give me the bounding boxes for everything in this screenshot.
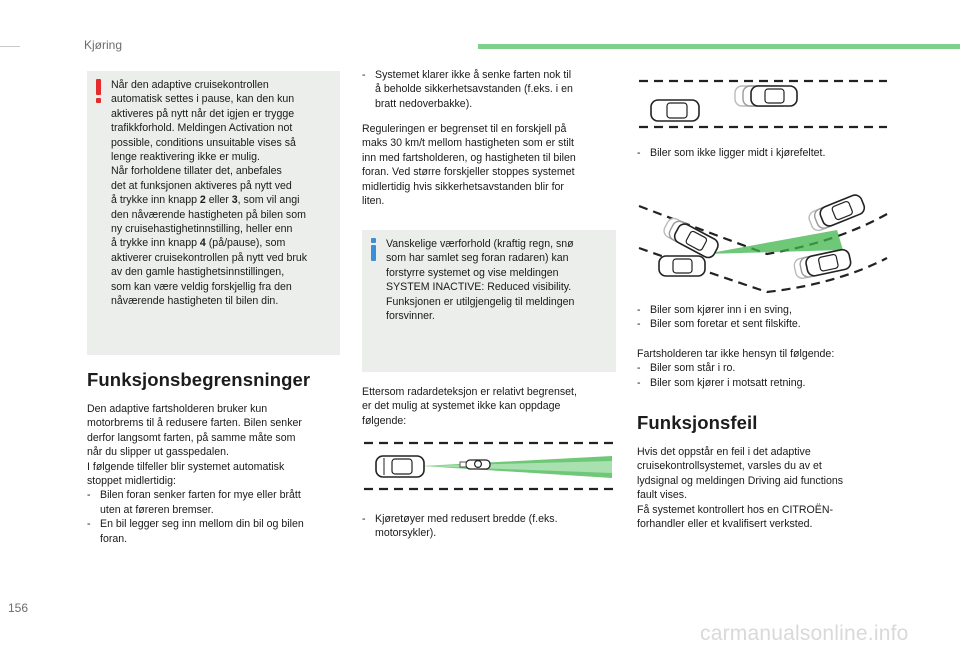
ignore-list: Fartsholderen tar ikke hensyn til følgende: - Biler som står i ro. - Biler som kjører i motsatt retning. <box>637 347 897 390</box>
warning-line: av den gamle hastighetsinnstillingen, <box>111 266 285 279</box>
warning-line: å trykke inn knapp 4 (på/pause), som <box>111 237 286 250</box>
info-note: Vanskelige værforhold (kraftig regn, snø som har samlet seg foran radaren) kan forstyrre systemet og vise meldingen SYSTEM INACTIVE: Reduced visibility. Funksjonen er utilgjengelig til meldingen forsvinner. <box>362 230 616 372</box>
motorcycle-illustration <box>362 440 616 492</box>
body-line: derfor langsomt farten, på samme måte som <box>87 431 296 444</box>
warning-line: som kan være veldig forskjellig fra den <box>111 280 292 293</box>
body-line: Den adaptive fartsholderen bruker kun <box>87 403 268 415</box>
car-icon <box>659 256 705 276</box>
list-item: - En bil legger seg inn mellom din bil og bilen foran. <box>87 518 304 545</box>
warning-line: lenge reaktivering ikke er mulig. <box>111 151 260 164</box>
warning-line: å trykke inn knapp 2 eller 3, som vil angi <box>111 194 300 207</box>
body-line: motorbrems til å redusere farten. Bilen senker <box>87 417 302 430</box>
curve-caption <box>637 303 897 332</box>
warning-line: det at funksjonen aktiveres på nytt ved <box>111 179 292 192</box>
car-icon <box>651 100 699 121</box>
warning-line: den nåværende hastigheten på bilen som <box>111 208 306 221</box>
list-item: - Biler som kjører inn i en sving, <box>637 304 792 316</box>
car-icon <box>662 216 721 260</box>
list-item: - Systemet klarer ikke å senke farten nok til å beholde sikkerhetsavstanden (f.eks. i en bratt nedoverbakke). <box>362 69 573 110</box>
warning-line: trafikkforhold. Meldingen Activation not <box>111 122 293 135</box>
car-icon <box>735 86 797 106</box>
page-number: 156 <box>8 601 29 615</box>
limitations-heading: Funksjonsbegrensninger <box>87 369 311 390</box>
offcenter-caption <box>637 146 897 160</box>
info-icon <box>370 238 377 262</box>
warning-line: ny cruisehastighetinnstilling, heller enn <box>111 223 293 236</box>
car-icon <box>807 193 866 233</box>
warning-line: aktiverer cruisekontrollen på nytt ved bruk <box>111 251 308 264</box>
list-item: - Kjøretøyer med redusert bredde (f.eks. motorsykler). <box>362 513 558 540</box>
car-icon <box>376 456 424 477</box>
list-item: - Bilen foran senker farten for mye eller brått uten at føreren bremser. <box>87 489 301 516</box>
warning-line: nåværende hastigheten til bilen din. <box>111 295 279 308</box>
list-item: - Biler som ikke ligger midt i kjørefeltet. <box>637 147 826 159</box>
warning-line: aktiveres på nytt når det igjen er trygge <box>111 107 295 120</box>
column2-top <box>362 68 622 111</box>
warning-line: automatisk settes i pause, kan den kun <box>111 93 295 106</box>
watermark: carmanualsonline.info <box>700 622 909 645</box>
body-line: når du slipper ut gasspedalen. <box>87 446 229 459</box>
malfunction-heading: Funksjonsfeil <box>637 412 758 433</box>
warning-line: Når den adaptive cruisekontrollen <box>111 79 269 91</box>
header-accent-bar <box>478 44 960 49</box>
motorcycle-caption <box>362 512 622 541</box>
regulation-paragraph: Reguleringen er begrenset til en forskjell på maks 30 km/t mellom hastigheten som er stilt inn med fartsholderen, og hastigheten til bilen foran. Ved større forskjeller stoppes systemet midlertidig hvis sikkerhetsavstanden blir for liten. <box>362 123 576 208</box>
exclamation-warning-icon <box>95 79 102 103</box>
body-line: I følgende tilfeller blir systemet automatisk <box>87 460 285 473</box>
list-item: - Biler som foretar et sent filskifte. <box>637 318 801 331</box>
list-item: - Biler som står i ro. <box>637 362 736 375</box>
car-icon <box>793 248 852 279</box>
header-rule <box>0 46 20 47</box>
body-line: stoppet midlertidig: <box>87 475 176 488</box>
warning-line: Når forholdene tillater det, anbefales <box>111 165 282 178</box>
limitations-body <box>87 402 347 546</box>
list-item: - Biler som kjører i motsatt retning. <box>637 376 806 389</box>
radar-paragraph: Ettersom radardeteksjon er relativt begrenset, er det mulig at systemet ikke kan oppdage følgende: <box>362 386 577 427</box>
curve-illustration <box>637 192 889 298</box>
offcenter-illustration <box>637 78 889 130</box>
warning-line: possible, conditions unsuitable vises så <box>111 136 296 149</box>
section-title: Kjøring <box>84 38 123 52</box>
malfunction-body: Hvis det oppstår en feil i det adaptive cruisekontrollsystemet, varsles du av et lydsignal og meldingen Driving aid functions fault vises. Få systemet kontrollert hos en CITROËN- forhandler eller et kvalifisert verksted. <box>637 446 844 531</box>
warning-note <box>87 71 340 355</box>
